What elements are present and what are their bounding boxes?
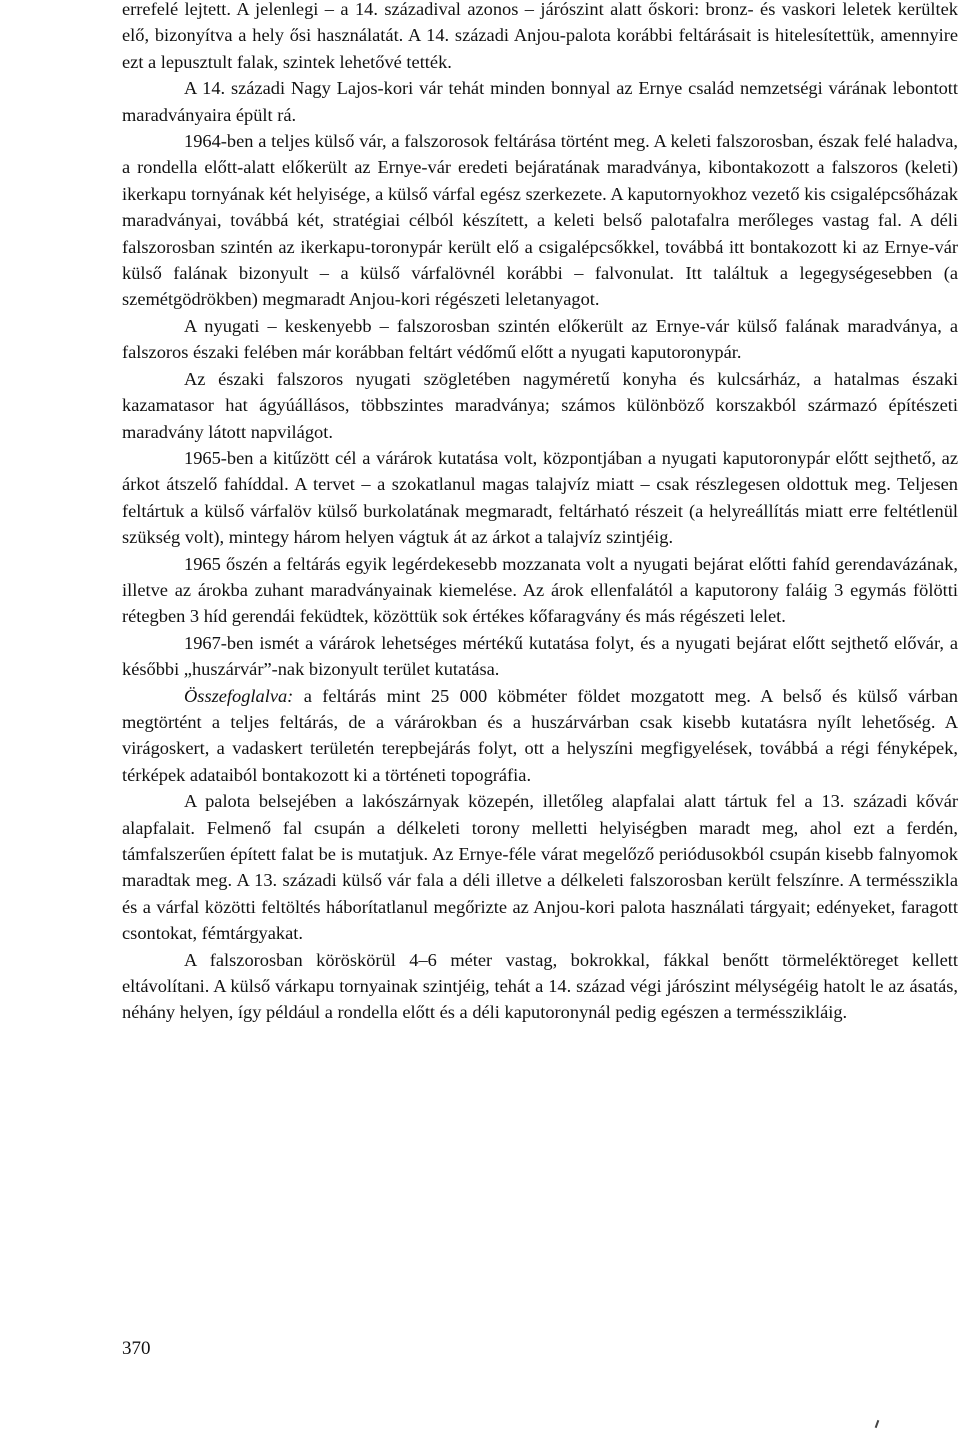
- paragraph: 1964-ben a teljes külső vár, a falszorosok feltárása történt meg. A keleti falszorosban, észak felé haladva, a rondella előtt-alatt előkerült az Ernye-vár eredeti bejáratának maradványa, kibontakozott a falszoros (keleti) ikerkapu tornyának két helyisége, a külső várfal egész szerkezete. A kaputornyokhoz vezető kis csigalépcsőházak maradványai, továbbá két, stratégiai célból készített, a keleti belső palotafalra merőleges vastag fal. A déli falszorosban szintén az ikerkapu-toronypár került elő a csigalépcsőkkel, továbbá itt bontakozott ki az Ernye-vár külső falának bizonyult – a külső várfalövnél korábbi – falvonulat. Itt találtuk a legegységesebben (a szemétgödrökben) megmaradt Anjou-kori régészeti leletanyagot.: [122, 131, 958, 310]
- scan-speck: [875, 1420, 880, 1428]
- paragraph: 1967-ben ismét a várárok lehetséges mértékű kutatása folyt, és a nyugati bejárat előtt sejthető elővár, a későbbi „huszárvár”-nak bizonyult terület kutatása.: [122, 632, 958, 680]
- paragraph-lead-italic: Összefoglalva:: [184, 685, 294, 706]
- paragraph: Az északi falszoros nyugati szögletében nagyméretű konyha és kulcsárház, a hatalmas északi kazamatasor hat ágyúállásos, többszintes maradványa; számos különböző korszakból származó építészeti maradvány látott napvilágot.: [122, 368, 958, 442]
- paragraph: [122, 683, 958, 789]
- paragraph: errefelé lejtett. A jelenlegi – a 14. századival azonos – járószint alatt őskori: bronz- és vaskori leletek kerültek elő, bizonyítva a hely ősi használatát. A 14. századi Anjou-palota korábbi feltárásait is hitelesítettük, amennyire ezt a lepusztult falak, szintek lehetővé tették.: [122, 0, 958, 72]
- paragraph: A nyugati – keskenyebb – falszorosban szintén előkerült az Ernye-vár külső falának maradványa, a falszoros északi felében már korábban feltárt védőmű előtt a nyugati kaputoronypár.: [122, 315, 958, 363]
- paragraph: 1965 őszén a feltárás egyik legérdekesebb mozzanata volt a nyugati bejárat előtti fahíd gerendavázának, illetve az árokba zuhant maradványainak kiemelése. Az árok ellenfalától a kaputorony faláig 3 egymás fölötti rétegben 3 híd gerendái feküdtek, közöttük sok értékes kőfaragvány és más régészeti lelet.: [122, 553, 958, 627]
- paragraph-body: a feltárás mint 25 000 köbméter földet mozgatott meg. A belső és külső várban megtörtént a teljes feltárás, de a várárokban és a huszárvárban csak kisebb kutatásra nyílt lehetőség. A virágoskert, a vadaskert területén terepbejárás folyt, ott a helyszíni megfigyelések, továbbá a régi fényképek, térképek adataiból bontakozott ki a történeti topográfia.: [122, 685, 958, 785]
- paragraph: 1965-ben a kitűzött cél a várárok kutatása volt, központjában a nyugati kaputoronypár előtt sejthető, az árkot átszelő fahíddal. A tervet – a szokatlanul magas talajvíz miatt – csak részlegesen oldottuk meg. Teljesen feltártuk a külső várfalöv külső burkolatának megmaradt, feltárható részeit (a helyreállítás miatt erre feltétlenül szükség volt), mintegy három helyen vágtuk át az árkot a talajvíz szintjéig.: [122, 447, 958, 548]
- page-number: 370: [122, 1338, 151, 1359]
- body-text: [122, 0, 958, 1026]
- paragraph: A palota belsejében a lakószárnyak közepén, illetőleg alapfalai alatt tártuk fel a 13. századi kővár alapfalait. Felmenő fal csupán a délkeleti torony melletti helyiségben maradt meg, ahol ezt a ferdén, támfalszerűen épített falat be is mutatjuk. Az Ernye-féle várat megelőző periódusokból csupán kisebb falnyomok maradtak meg. A 13. századi külső vár fala a déli illetve a délkeleti falszorosban került felszínre. A termésszikla és a várfal közötti feltöltés háborítatlanul megőrizte az Anjou-kori palota használati tárgyait; edényeket, faragott csontokat, fémtárgyakat.: [122, 791, 958, 944]
- paragraph: A 14. századi Nagy Lajos-kori vár tehát minden bonnyal az Ernye család nemzetségi várának lebontott maradványaira épült rá.: [122, 78, 958, 125]
- paragraph: A falszorosban köröskörül 4–6 méter vastag, bokrokkal, fákkal benőtt törmeléktöreget kellett eltávolítani. A külső várkapu tornyainak szintjéig, tehát a 14. század végi járószint mélységéig hatolt le az ásatás, néhány helyen, így például a rondella előtt és a déli kaputoronynál pedig egészen a termésszikláig.: [122, 949, 958, 1023]
